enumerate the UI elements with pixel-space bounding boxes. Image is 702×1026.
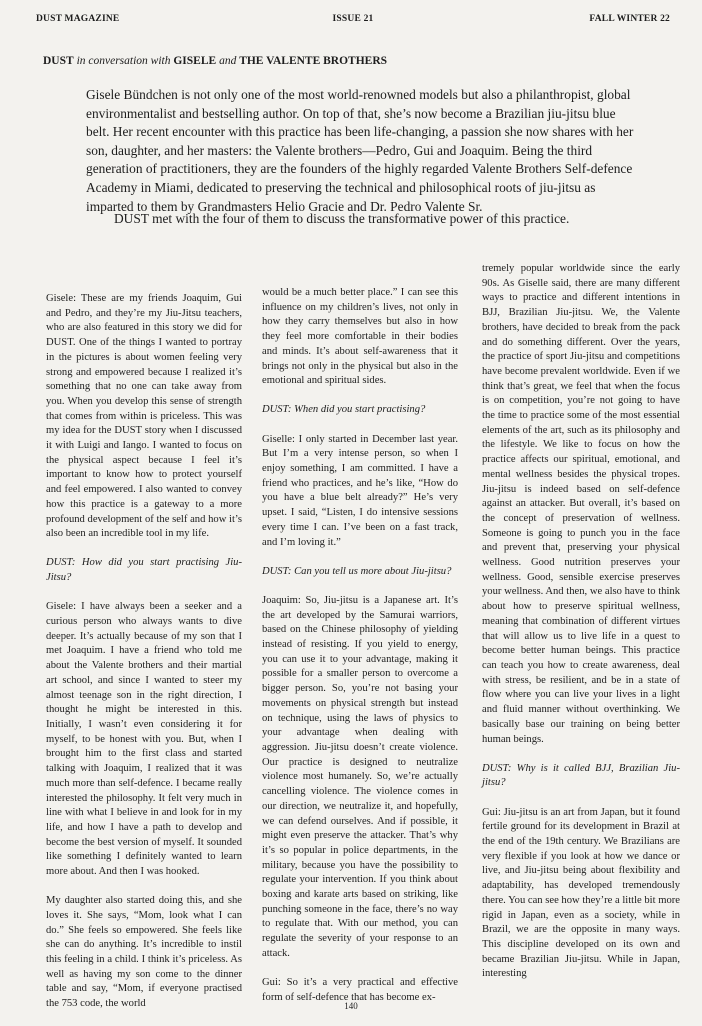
text-column-1 [46, 292, 242, 1026]
answer-paragraph: Gui: Jiu-jitsu is an art from Japan, but it found fertile ground for its development in Brazil at the end of the 19th century. We Brazilians are very flexible if you look at how we dance or live, and Jiu-jitsu being about flexibility and adaptability, has developed tremendously there. You can see how they’re a little bit more rigid in Japan, even as a society, while in Brazil, we are the opposite in many ways. This discipline developed on its own and became Brazilian Jiu-jitsu. While in Japan, interesting [482, 806, 680, 980]
answer-paragraph: My daughter also started doing this, and she loves it. She says, “Mom, look what I can do.” She feels so empowered. She feels like she can do anything. It’s incredible to instil this feeling in a child. I think it’s priceless. As well as having my son come to the dinner table and say, “Mom, if everyone practised the 753 code, the world [46, 895, 242, 1010]
text-column-2 [262, 286, 458, 1020]
interview-question: DUST: When did you start practising? [262, 404, 426, 416]
answer-paragraph: Joaquim: So, Jiu-jitsu is a Japanese art. It’s the art developed by the Samurai warriors, based on the Chinese philosophy of yielding instead of resisting. If you yield to energy, you can use it to your advantage, making it possible for a smaller person to overcome a bigger person. So, you’re not basing your movements on physical strength but instead on technique, using the laws of physics to your advantage when dealing with aggression. Jiu-jitsu doesn’t create violence. Our practice is designed to neutralize violence most humanely. So, we’re actually cancelling violence. The violence comes in our direction, we neutralize it, and hopefully, we can defend ourselves. And if possible, it might even preserve the attacker. That’s why it’s so popular in police departments, in the military, because you have the possibility to regulate your intervention. If you think about boxing and karate arts based on striking, like punching someone in the face, there’s no way to regulate that. With our method, you can regulate the severity of your response to an attack. [262, 594, 458, 959]
intro-summary: DUST met with the four of them to discuss the transformative power of this practice. [114, 211, 570, 226]
answer-paragraph: tremely popular worldwide since the early 90s. As Giselle said, there are many different ways to practice and different intentions in BJJ, Brazilian Jiu-jitsu. We, the Valente brothers, have decided to break from the pack and do something different. Over the years, the practice of sport Jiu-jitsu and competitions have become prevalent worldwide. Even if we think that’s great, we feel that when the focus is on competition, you’re not going to have the time to practice some of the most essential elements of the art, such as its philosophy and the lifestyle. We like to focus on how the practice affects our spiritual, emotional, and mental wellness besides the physical tropes. Jiu-jitsu is indeed based on self-defence against an attacker. But overall, it’s based on the concept of preservation of wellness. Someone is going to punch you in the face and prevent that, preserving your physical wellness. Good nutrition preserves your wellness. Good, sensible exercise preserves your wellness. And then, we also have to think about how to preserve spiritual wellness, meaning that combination of different virtues that will allow us to live life in a quest to become better human beings. This practice can teach you how to create awareness, deal with stress, be resilient, and be in a state of flow where you can live your lives in a light and fluid manner without overthinking. We basically base our training on being better human beings. [482, 263, 680, 745]
article-byline [43, 54, 603, 68]
answer-paragraph: would be a much better place.” I can see this influence on my children’s lives, not only in how they carry themselves but also in how they feel more comfortable in their bodies and minds. It’s about self-awareness that it brings not only in the physical but also in the emotional and spiritual sides. [262, 287, 458, 387]
answer-paragraph: Gisele: I have always been a seeker and a curious person who always wants to dive deeper. It’s actually because of my son that I met Joaquim. I have a friend who told me about the Valente brothers and their martial art school, and since I wanted to steer my almost teenage son in the right direction, I thought he might be interested in this. Initially, I wasn’t even considering it for myself, to be honest with you. But, when I brought him to the first class and started talking with Joaquim, I realized that it was much more than self-defence. I became really interested the philosophy. It felt very much in line with what I believe in and look for in my life, and how I have a path to develop and become the best version of myself. It sounded like something I definitely wanted to learn more about. And then I was hooked. [46, 601, 242, 878]
byline-phrase: in conversation with [73, 55, 174, 67]
interview-question: DUST: Can you tell us more about Jiu-jitsu? [262, 565, 452, 577]
answer-paragraph: Gui: So it’s a very practical and effective form of self-defence that has become ex- [262, 977, 458, 1003]
answer-paragraph: Giselle: I only started in December last year. But I’m a very intense person, so when I enjoy something, I am committed. I have a friend who practices, and he’s like, “How do you have a blue belt already?” He’s very upset. I said, “Listen, I do intensive sessions every time I can. I’ve been on a fast track, and I’m loving it.” [262, 433, 458, 548]
interview-question: DUST: How did you start practising Jiu-Jitsu? [46, 557, 242, 584]
issue-number: ISSUE 21 [332, 14, 374, 24]
byline-conjunction: and [216, 55, 240, 67]
season-label: FALL WINTER 22 [589, 14, 670, 24]
byline-guest: GISELE [173, 55, 217, 67]
interview-question: DUST: Why is it called BJJ, Brazilian Jiu-jitsu? [482, 762, 680, 789]
intro-paragraph: Gisele Bündchen is not only one of the most world-renowned models but also a philanthropist, global environmentalist and bestselling author. On top of that, she’s now become a Brazilian jiu-jitsu blue belt. Her recent encounter with this practice has been life-changing, a passion she now shares with her son, daughter, and her masters: the Valente brothers—Pedro, Gui and Joaquim. Being the third generation of practitioners, they are the founders of the highly regarded Valente Brothers Self-defence Academy in Miami, dedicated to preserving the technical and philosophical roots of jiu-jitsu as imparted to them by Grandmasters Helio Gracie and Dr. Pedro Valente Sr. [86, 87, 634, 214]
publication-name: DUST MAGAZINE [36, 14, 120, 24]
page-number: 140 [344, 1001, 358, 1011]
running-header [36, 14, 670, 30]
answer-paragraph: Gisele: These are my friends Joaquim, Gui and Pedro, and they’re my Jiu-Jitsu teachers, who are also featured in this story we did for DUST. One of the things I wanted to portray in the pictures is about women feeling very strong and empowered because I realized it’s something that no one can take away from you. When you develop this sense of strength that comes from within is priceless. This was my idea for the DUST story when I discussed it with Luigi and Iango. I wanted to focus on the physical aspect because I feel it’s important to know how to protect yourself and feel empowered. I also wanted to convey how this practice is a gateway to a more profound development of the self and how it’s also been an incredible tool in my life. [46, 293, 242, 540]
text-column-3 [482, 262, 680, 997]
byline-brand: DUST [43, 55, 74, 67]
byline-guests: THE VALENTE BROTHERS [239, 55, 388, 67]
